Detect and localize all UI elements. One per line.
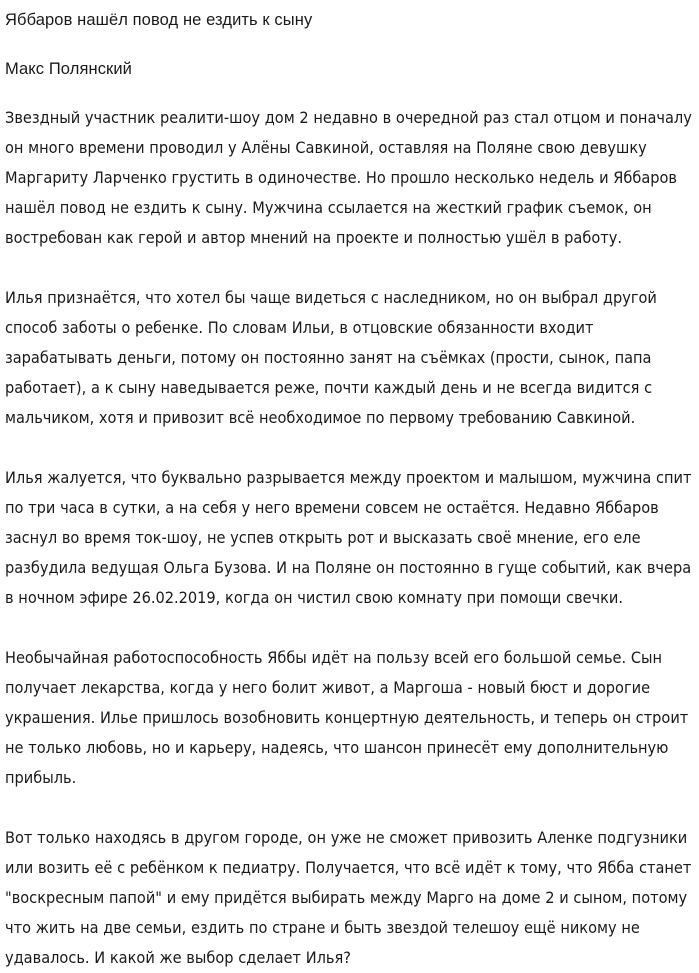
article-byline: Макс Полянский	[5, 60, 132, 78]
article-paragraph: Необычайная работоспособность Яббы идёт на пользу всей его большой семье. Сын получает лекарства, когда у него болит живот, а Маргоша - новый бюст и дорогие украшения. Илье пришлось возобновить концертную деятельность, и теперь он строит не только любовь, но и карьеру, надеясь, что шансон принесёт ему дополнительную прибыль.	[5, 648, 689, 787]
article-paragraph: Илья признаётся, что хотел бы чаще видеться с наследником, но он выбрал другой способ заботы о ребенке. По словам Ильи, в отцовские обязанности входит зарабатывать деньги, потому он постоянно занят на съёмках (прости, сынок, папа работает), а к сыну наведывается реже, почти каждый день и не всегда видится с мальчиком, хотя и привозит всё необходимое по первому требованию Савкиной.	[5, 288, 657, 427]
article-paragraph: Звездный участник реалити-шоу дом 2 недавно в очередной раз стал отцом и поначалу он много времени проводил у Алёны Савкиной, оставляя на Поляне свою девушку Маргариту Ларченко грустить в одиночестве. Но прошло несколько недель и Яббаров нашёл повод не ездить к сыну. Мужчина ссылается на жесткий график съемок, он востребован как герой и автор мнений на проекте и полностью ушёл в работу.	[5, 108, 692, 247]
article-paragraph: Вот только находясь в другом городе, он уже не сможет привозить Аленке подгузники или возить её с ребёнком к педиатру. Получается, что всё идёт к тому, что Ябба станет "воскресным папой" и ему придётся выбирать между Марго на доме 2 и сыном, потому что жить на две семьи, ездить по стране и быть звездой телешоу ещё никому не удавалось. И какой же выбор сделает Илья?	[5, 828, 692, 967]
page-title: Яббаров нашёл повод не ездить к сыну	[5, 11, 313, 29]
article-paragraph: Илья жалуется, что буквально разрывается между проектом и малышом, мужчина спит по три часа в сутки, а на себя у него времени совсем не остаётся. Недавно Яббаров заснул во время ток-шоу, не успев открыть рот и высказать своё мнение, его еле разбудила ведущая Ольга Бузова. И на Поляне он постоянно в гуще событий, как вчера в ночном эфире 26.02.2019, когда он чистил свою комнату при помощи свечки.	[5, 468, 692, 607]
article-body	[5, 84, 693, 973]
